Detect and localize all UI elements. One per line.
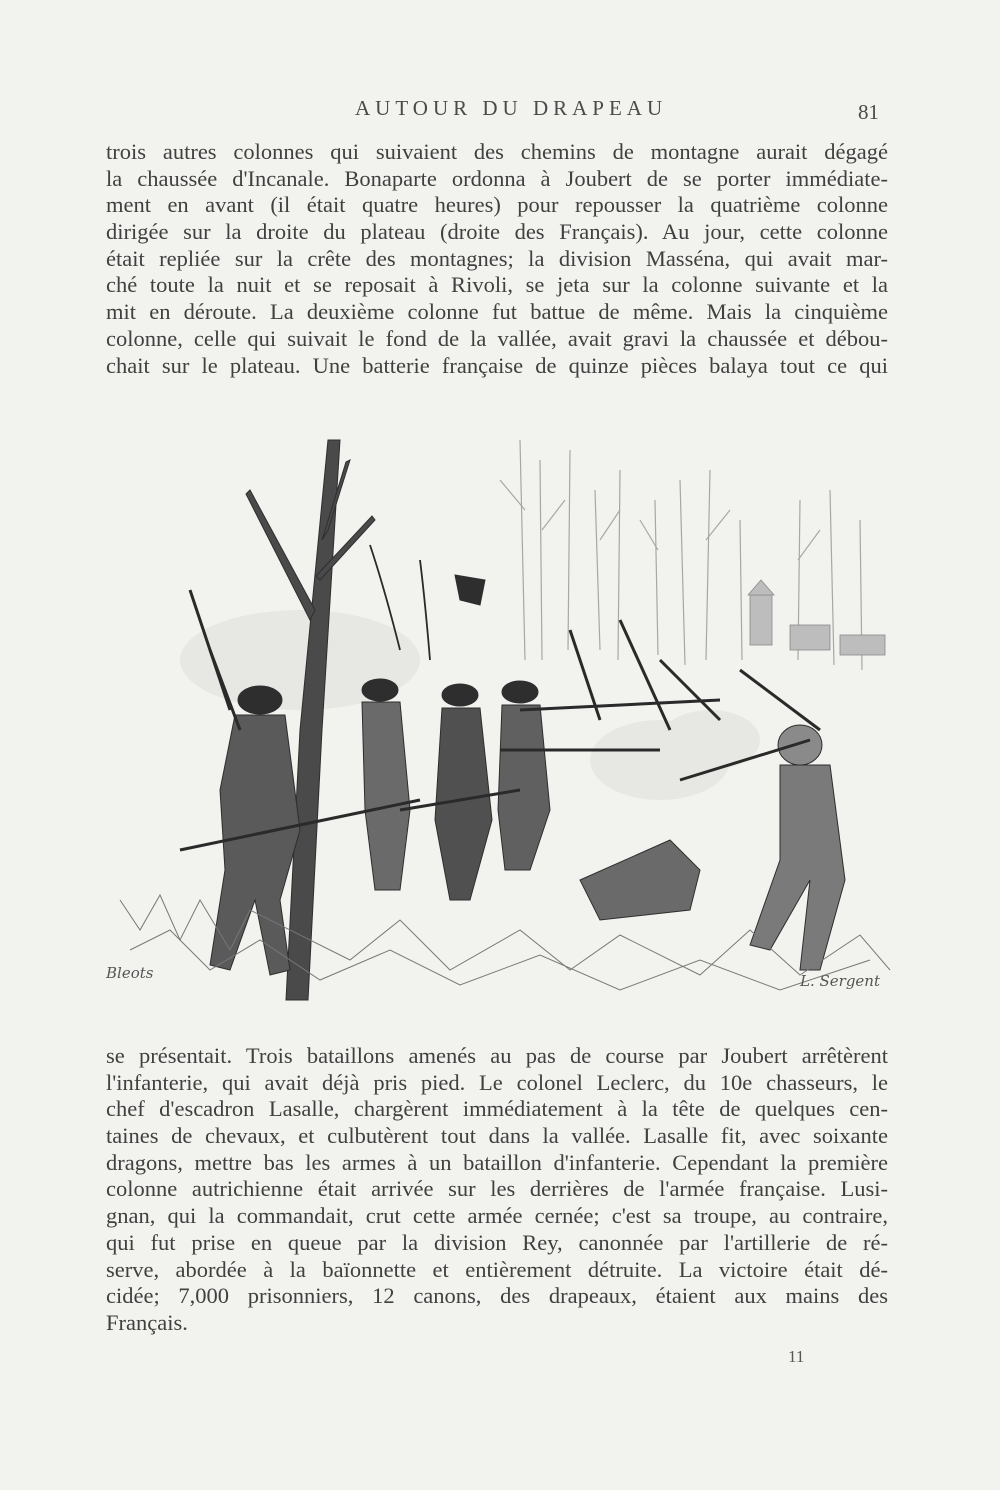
text-line: cidée; 7,000 prisonniers, 12 canons, des drapeaux, étaient aux mains des — [106, 1283, 888, 1309]
text-line: la chaussée d'Incanale. Bonaparte ordonna à Joubert de se porter immédiate- — [106, 165, 888, 191]
text-line: se présentait. Trois bataillons amenés au pas de course par Joubert arrêtèrent — [106, 1043, 888, 1068]
running-title: AUTOUR DU DRAPEAU — [355, 96, 668, 120]
text-line: colonne autrichienne était arrivée sur les derrières de l'armée française. Lusi- — [106, 1176, 888, 1202]
text-line: chef d'escadron Lasalle, chargèrent immédiatement à la tête de quelques cen- — [106, 1096, 888, 1122]
top-paragraph — [106, 139, 888, 379]
text-line: trois autres colonnes qui suivaient des chemins de montagne aurait dégagé — [106, 139, 888, 164]
signature-mark: 11 — [788, 1347, 805, 1366]
bottom-paragraph — [106, 1043, 888, 1337]
engraver-signature: Bleots — [106, 964, 154, 982]
text-line: taines de chevaux, et culbutèrent tout dans la vallée. Lasalle fit, avec soixante — [106, 1123, 888, 1149]
text-line: était repliée sur la crête des montagnes; la division Masséna, qui avait mar- — [106, 245, 888, 271]
battle-engraving — [100, 430, 900, 1010]
text-line: Français. — [106, 1309, 188, 1335]
artist-signature: L. Sergent — [800, 972, 880, 990]
text-line: colonne, celle qui suivait le fond de la vallée, avait gravi la chaussée et débou- — [106, 325, 888, 351]
text-line: chait sur le plateau. Une batterie française de quinze pièces balaya tout ce qui — [106, 352, 888, 378]
text-line: ment en avant (il était quatre heures) pour repousser la quatrième colonne — [106, 192, 888, 218]
text-line: qui fut prise en queue par la division Rey, canonnée par l'artillerie de ré- — [106, 1229, 888, 1255]
text-line: dragons, mettre bas les armes à un bataillon d'infanterie. Cependant la première — [106, 1149, 888, 1175]
text-line: dirigée sur la droite du plateau (droite des Français). Au jour, cette colonne — [106, 219, 888, 245]
text-line: gnan, qui la commandait, crut cette armée cernée; c'est sa troupe, au contraire, — [106, 1203, 888, 1229]
text-line: ché toute la nuit et se reposait à Rivoli, se jeta sur la colonne suivante et la — [106, 272, 888, 298]
page-number: 81 — [858, 100, 879, 124]
running-head — [0, 96, 1000, 126]
text-line: serve, abordée à la baïonnette et entièrement détruite. La victoire était dé- — [106, 1256, 888, 1282]
text-line: l'infanterie, qui avait déjà pris pied. Le colonel Leclerc, du 10e chasseurs, le — [106, 1069, 888, 1095]
text-line: mit en déroute. La deuxième colonne fut battue de même. Mais la cinquième — [106, 299, 888, 325]
